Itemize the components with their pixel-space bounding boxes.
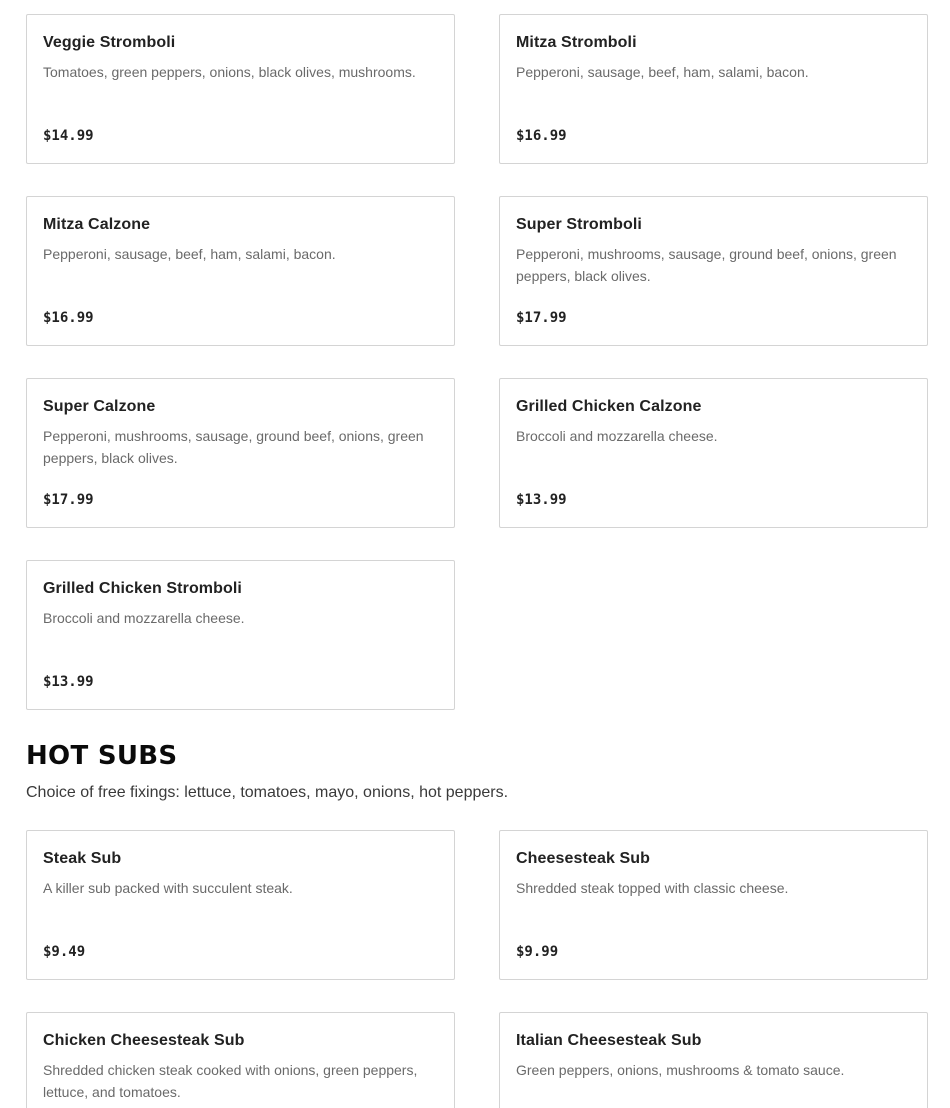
menu-item-description: Broccoli and mozzarella cheese. [43,610,245,626]
menu-item-card[interactable] [26,14,455,164]
menu-item-price: $13.99 [43,674,94,690]
menu-item-card[interactable] [499,830,928,980]
menu-item-name: Mitza Stromboli [516,34,637,51]
menu-item-description: Green peppers, onions, mushrooms & tomato sauce. [516,1062,845,1078]
menu-item-name: Veggie Stromboli [43,34,176,51]
section-subtitle: Choice of free fixings: lettuce, tomatoes, mayo, onions, hot peppers. [26,784,509,801]
menu-item-card[interactable] [26,378,455,528]
menu-item-name: Mitza Calzone [43,216,151,233]
menu-item-card[interactable] [26,560,455,710]
menu-item-name: Super Calzone [43,398,156,415]
menu-item-name: Chicken Cheesesteak Sub [43,1032,245,1049]
menu-item-name: Grilled Chicken Stromboli [43,580,242,597]
menu-item-card[interactable] [499,14,928,164]
menu-item-price: $16.99 [43,310,94,326]
menu-item-name: Italian Cheesesteak Sub [516,1032,702,1049]
menu-item-card[interactable] [26,830,455,980]
menu-item-description: Pepperoni, sausage, beef, ham, salami, bacon. [516,64,809,80]
menu-item-card[interactable] [499,378,928,528]
menu-item-card[interactable] [26,1012,455,1108]
menu-item-description: Tomatoes, green peppers, onions, black olives, mushrooms. [43,64,416,80]
menu-item-price: $14.99 [43,128,94,144]
menu-item-description: Broccoli and mozzarella cheese. [516,428,718,444]
menu-item-name: Grilled Chicken Calzone [516,398,702,415]
menu-item-price: $13.99 [516,492,567,508]
menu-item-price: $9.49 [43,944,86,960]
menu-item-card[interactable] [26,196,455,346]
menu-item-description: Pepperoni, sausage, beef, ham, salami, bacon. [43,246,336,262]
menu-item-price: $9.99 [516,944,559,960]
menu-item-name: Super Stromboli [516,216,642,233]
menu-item-description: Shredded chicken steak cooked with onions, green peppers, lettuce, and tomatoes. [43,1062,418,1100]
menu-item-card[interactable] [499,196,928,346]
menu-item-card[interactable] [499,1012,928,1108]
menu-item-description: Pepperoni, mushrooms, sausage, ground beef, onions, green peppers, black olives. [43,428,424,466]
menu-item-price: $17.99 [516,310,567,326]
menu-item-price: $17.99 [43,492,94,508]
menu-item-description: Shredded steak topped with classic cheese. [516,880,789,896]
menu-item-description: A killer sub packed with succulent steak. [43,880,293,896]
menu-item-name: Cheesesteak Sub [516,850,651,867]
menu-item-price: $16.99 [516,128,567,144]
menu-item-description: Pepperoni, mushrooms, sausage, ground beef, onions, green peppers, black olives. [516,246,897,284]
menu-item-name: Steak Sub [43,850,122,867]
section-heading: HOT SUBS [26,741,178,771]
